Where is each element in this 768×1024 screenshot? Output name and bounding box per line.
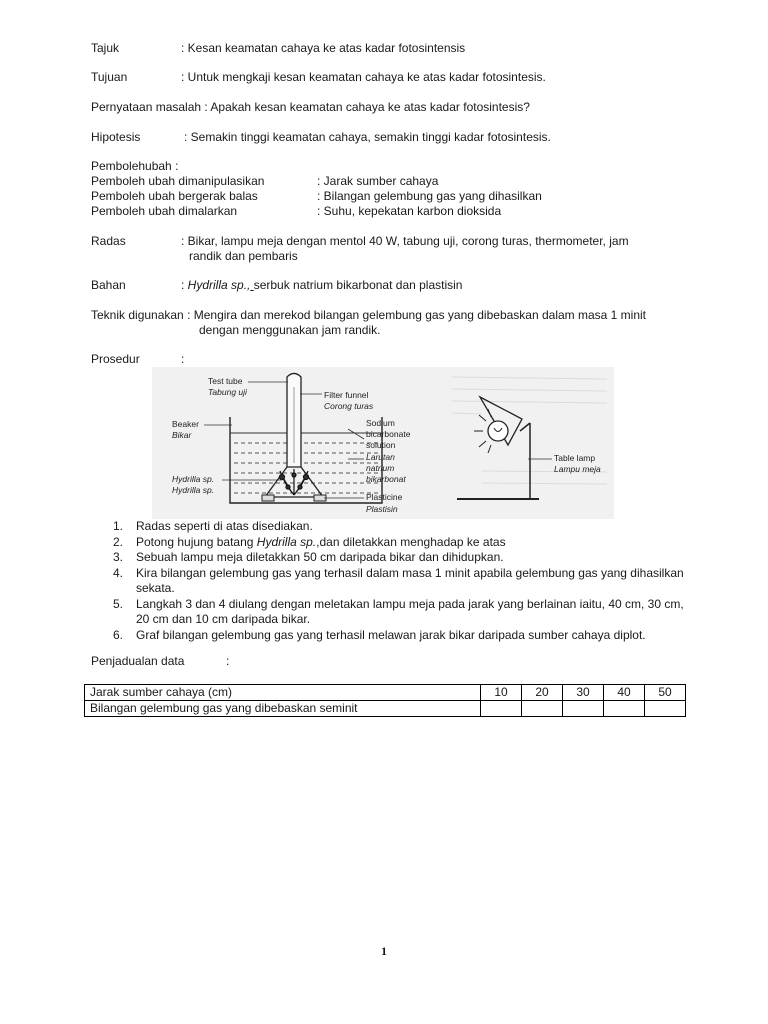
penjadualan-colon: : xyxy=(226,654,230,668)
step-number: 6. xyxy=(113,627,124,642)
step-number: 5. xyxy=(113,596,124,611)
label-bikarbonat: bikarbonat xyxy=(366,474,406,484)
plasticine-left xyxy=(262,495,274,501)
label-bicarbonate: bicarbonate xyxy=(366,429,411,439)
table-cell-distance: 40 xyxy=(604,685,645,701)
step-text-pre: Potong hujung batang xyxy=(136,534,257,549)
problem-statement: Pernyataan masalah : Apakah kesan keamatan cahaya ke atas kadar fotosintesis? xyxy=(91,100,530,114)
table-cell-empty[interactable] xyxy=(645,701,686,717)
variable-manipulated-label: Pemboleh ubah dimanipulasikan xyxy=(91,174,265,188)
bahan-label: Bahan xyxy=(91,278,126,292)
variable-constant-label: Pemboleh ubah dimalarkan xyxy=(91,204,238,218)
label-table-lamp: Table lamp xyxy=(554,453,596,463)
procedure-list xyxy=(91,519,691,643)
step-number: 3. xyxy=(113,550,124,564)
procedure-step xyxy=(91,628,691,644)
procedure-step xyxy=(91,597,691,628)
step-text: Kira bilangan gelembung gas yang terhasil dalam masa 1 minit apabila gelembung gas yang dihasilkan sekata. xyxy=(136,565,684,595)
apparatus-figure xyxy=(152,367,614,519)
procedure-step xyxy=(91,566,691,597)
step-number: 4. xyxy=(113,565,124,580)
table-cell-distance: 50 xyxy=(645,685,686,701)
teknik-line-cont: dengan menggunakan jam randik. xyxy=(199,323,381,337)
table-cell-empty[interactable] xyxy=(522,701,563,717)
step-text-italic: Hydrilla sp. xyxy=(256,534,317,549)
radas-value-cont: randik dan pembaris xyxy=(189,249,298,263)
variable-responding-value: : Bilangan gelembung gas yang dihasilkan xyxy=(317,189,542,203)
table-cell-empty[interactable] xyxy=(604,701,645,717)
table-cell-label: Jarak sumber cahaya (cm) xyxy=(85,685,481,701)
tajuk-label: Tajuk xyxy=(91,41,120,55)
prosedur-colon: : xyxy=(181,352,185,366)
variable-manipulated-value: : Jarak sumber cahaya xyxy=(317,174,439,188)
label-filter-funnel: Filter funnel xyxy=(324,390,369,400)
label-plasticine: Plasticine xyxy=(366,492,403,502)
label-corong-turas: Corong turas xyxy=(324,401,374,411)
table-cell-distance: 20 xyxy=(522,685,563,701)
variable-responding-label: Pemboleh ubah bergerak balas xyxy=(91,189,258,203)
penjadualan-label: Penjadualan data xyxy=(91,654,185,668)
step-text: Radas seperti di atas disediakan. xyxy=(136,519,313,533)
bahan-prefix: : xyxy=(181,278,188,292)
label-bikar: Bikar xyxy=(172,430,192,440)
step-text: Graf bilangan gelembung gas yang terhasil melawan jarak bikar daripada sumber cahaya diplot. xyxy=(136,627,646,642)
radas-value: : Bikar, lampu meja dengan mentol 40 W, tabung uji, corong turas, thermometer, jam xyxy=(181,234,629,248)
table-cell-empty[interactable] xyxy=(481,701,522,717)
label-plastisin: Plastisin xyxy=(366,504,398,514)
label-hydrilla: Hydrilla sp. xyxy=(172,474,215,484)
procedure-step xyxy=(91,535,691,551)
table-row xyxy=(85,685,686,701)
bahan-hydrilla: Hydrilla sp., xyxy=(187,278,251,292)
label-hydrilla-2: Hydrilla sp. xyxy=(172,485,215,495)
label-tabung-uji: Tabung uji xyxy=(208,387,247,397)
table-cell-distance: 10 xyxy=(481,685,522,701)
tujuan-label: Tujuan xyxy=(91,70,128,84)
data-table xyxy=(84,684,686,717)
pembolehubah-heading: Pembolehubah : xyxy=(91,159,179,173)
prosedur-label: Prosedur xyxy=(91,352,140,366)
tujuan-value: : Untuk mengkaji kesan keamatan cahaya ke atas kadar fotosintesis. xyxy=(181,70,546,84)
procedure-step xyxy=(91,550,691,566)
label-larutan: Larutan xyxy=(366,452,395,462)
page-number: 1 xyxy=(381,944,387,958)
table-cell-label: Bilangan gelembung gas yang dibebaskan seminit xyxy=(85,701,481,717)
step-text: Langkah 3 dan 4 diulang dengan meletakan lampu meja pada jarak yang berlainan iaitu, 40 cm, 30 cm, 20 cm dan 10 cm daripada bikar. xyxy=(136,596,684,626)
tajuk-value: : Kesan keamatan cahaya ke atas kadar fotosintensis xyxy=(181,41,466,55)
label-beaker: Beaker xyxy=(172,419,199,429)
radas-label: Radas xyxy=(91,234,126,248)
label-natrium: natrium xyxy=(366,463,395,473)
label-lampu-meja: Lampu meja xyxy=(554,464,601,474)
apparatus-diagram xyxy=(152,367,614,519)
table-cell-empty[interactable] xyxy=(563,701,604,717)
label-sodium: Sodium xyxy=(366,418,395,428)
hipotesis-value: : Semakin tinggi keamatan cahaya, semakin tinggi kadar fotosintesis. xyxy=(184,130,551,144)
teknik-line: Teknik digunakan : Mengira dan merekod bilangan gelembung gas yang dibebaskan dalam masa 1 minit xyxy=(91,308,647,322)
step-text: Sebuah lampu meja diletakkan 50 cm daripada bikar dan dihidupkan. xyxy=(136,550,504,564)
table-row xyxy=(85,701,686,717)
hipotesis-label: Hipotesis xyxy=(91,130,141,144)
label-solution: solution xyxy=(366,440,396,450)
bahan-rest: serbuk natrium bikarbonat dan plastisin xyxy=(253,278,463,292)
label-test-tube: Test tube xyxy=(208,376,243,386)
step-number: 2. xyxy=(113,534,124,549)
procedure-step xyxy=(91,519,691,535)
step-text-post: ,dan diletakkan menghadap ke atas xyxy=(316,534,506,549)
bahan-value xyxy=(181,278,462,293)
table-cell-distance: 30 xyxy=(563,685,604,701)
variable-constant-value: : Suhu, kepekatan karbon dioksida xyxy=(317,204,502,218)
step-number: 1. xyxy=(113,519,124,533)
